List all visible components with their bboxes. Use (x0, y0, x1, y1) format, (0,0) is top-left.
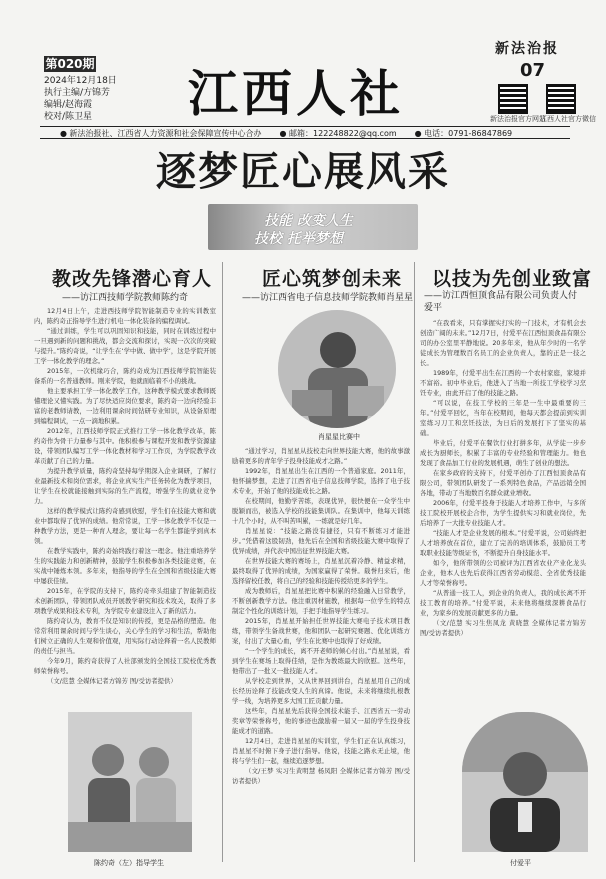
issue-number: 第020期 (45, 57, 95, 71)
col2-subtitle: ——访江西省电子信息技师学院教师肖星星 (242, 293, 414, 303)
email-text: ● 邮箱：122248822@qq.com (279, 129, 397, 138)
qr1-label: 新法治报官方网站 (490, 115, 546, 123)
col1-title: 教改先锋潜心育人 (52, 268, 213, 290)
col1-photo (68, 712, 192, 852)
main-headline: 逐梦匠心展风采 (156, 148, 450, 195)
col3-body: “在我看来，只有掌握实打实的一门技术，才有机会去创造广阔的未来。”12月7日，付爱平在江西恒顶食品有限公司的办公室里平静地说。20多年来，他从年少时的一名学徒成长为管理数百名员工的企业负责人，靠的正是一技之长。 1989年，付爱平出生在江西的一个农村家庭，家境并不富裕。初中毕业后，他进入了当地一所技工学校学习烹饪专业，由此开启了他的技能之路。 “可以说，在技工学校的三年是一生中最重要的三年。”付爱平回忆，当年在校期间，他每天都会提前到实训室练习刀工和烹饪技法，为日后的发展打下了坚实的基础。 毕业后，付爱平在餐饮行业打拼多年，从学徒一步步成长为厨师长，积累了丰富的专业经验和管理能力。他也发现了食品加工行业的发展机遇，萌生了创业的想法。 在家乡政府的支持下，付爱平创办了江西恒顶食品有限公司，带领团队研发了一系列特色食品，产品远销全国各地，带动了当地数百名群众就业增收。 2006年，付爱平投身于技能人才培养工作中，与多所技工院校开展校企合作，为学生提供实习和就业岗位，先后培养了一大批专业技能人才。 “技能人才是企业发展的根本。”付爱平说，公司始终把人才培养放在首位，建立了完善的培训体系，鼓励员工考取职业技能等级证书，不断提升自身技能水平。 如今，他所带领的公司被评为江西省农业产业化龙头企业，他本人也先后获得江西省劳动模范、全省优秀技能人才等荣誉称号。 “从普通一技工人，到企业的负责人，我的成长离不开技工教育的培养。”付爱平说，未来他将继续深耕食品行业，为家乡的发展贡献更多的力量。 （文/范慧 实习生焦凤龙 黄晓慧 全媒体记者方锦芳 图/受访者提供） (420, 319, 586, 637)
col1-caption: 陈约奇（左）指导学生 (94, 859, 164, 867)
banner-line-2: 技校 托举梦想 (254, 231, 343, 247)
qr-code-wechat[interactable] (546, 84, 576, 114)
phone-text: ● 电话：0791-86847869 (414, 129, 513, 138)
col3-title: 以技为先创业致富 (432, 268, 593, 290)
paper-name: 新法治报 (495, 41, 559, 57)
qr-code-website[interactable] (498, 84, 528, 114)
slogan-banner (208, 204, 418, 250)
col3-photo (462, 712, 588, 852)
competition-photo (278, 310, 396, 428)
page-number: 07 (520, 60, 546, 81)
col2-title: 匠心筑梦创未来 (262, 268, 403, 290)
col2-caption: 肖星星比赛中 (318, 433, 360, 441)
info-bar (40, 126, 570, 139)
layout-editor: 编辑/赵海霞 (44, 100, 93, 110)
col1-subtitle: ——访江西技师学院教师陈约奇 (62, 293, 189, 303)
portrait-photo (462, 712, 588, 852)
column-divider-2 (414, 262, 415, 862)
teacher-student-photo (68, 712, 192, 852)
col1-body: 12月4日上午，走进西技师学院智能制造专业的实训教室内，陈约奇正指导学生进行机电一体化装备的编程调试。 “通过训练，学生可以巩固知识和技能，同时在训练过程中一旦遇到新的问题和挑战，都会交流和探讨，实现一次次的突破与提升。”陈约奇说，“让学生在‘学中做、做中学’，这是学院开展工学一体化教学的理念。” 2015年，一次机缘巧合，陈约奇成为江西技师学院智能装备系的一名普通教师。刚来学院，他就面临着不小的挑战。 他主要承担工学一体化教学工作，这种教学模式要求教师既懂理论又懂实践。为了尽快适应岗位要求，陈约奇一边向经验丰富的老教师请教，一边利用课余时间钻研专业知识，从设备原理到编程调试，一点一滴地积累。 2012年，江西技师学院正式推行工学一体化教学改革，陈约奇作为骨干力量参与其中。他积极参与课程开发和教学资源建设，带领团队编写工学一体化教材和学习工作页，为学院教学改革贡献了自己的力量。 为提升教学质量，陈约奇坚持每学期深入企业调研，了解行业最新技术和岗位需求，将企业真实生产任务转化为教学项目，让学生在校就能接触到实际的生产流程，增强学生的就业竞争力。 这样的教学模式让陈约奇感到欣慰，学生们在技能大赛和就业中都取得了优异的成绩。他常常说，工学一体化教学不仅是一种教学方法，更是一种育人理念，要让每一名学生都能学到真本领。 在教学实践中，陈约奇始终践行着这一理念。他注重培养学生的实践能力和创新精神，鼓励学生积极参加各类技能竞赛，在实战中锤炼本领。多年来，他指导的学生在全国和省级技能大赛中屡获佳绩。 2015年，在学院的支持下，陈约奇牵头组建了智能制造技术创新团队，带领团队成员开展教学研究和技术攻关，取得了多项教学成果和技术专利，为学院专业建设注入了新的活力。 陈约奇认为，教育不仅是知识的传授，更是品格的塑造。他常常利用课余时间与学生谈心，关心学生的学习和生活，帮助他们树立正确的人生观和价值观，用实际行动诠释着一名人民教师的责任与担当。 今年9月，陈约奇获得了人社部颁发的全国技工院校优秀教师荣誉称号。 （文/范慧 全媒体记者方锦芳 图/受访者提供） (34, 307, 216, 685)
page-title: 江西人社 (188, 64, 404, 123)
banner-line-1: 技能 改变人生 (264, 213, 353, 229)
sponsor-text: ● 新法治报社、江西省人力资源和社会保障宣传中心合办 (60, 129, 262, 138)
col3-subtitle: ——访江西恒顶食品有限公司负责人付爱平 (424, 291, 578, 313)
qr2-label: 江西人社官方微信 (540, 115, 596, 123)
col3-caption: 付爱平 (510, 859, 531, 867)
issue-date: 2024年12月18日 (44, 76, 117, 86)
chief-editor: 执行主编/方锦芳 (44, 88, 111, 98)
column-divider (222, 262, 223, 862)
proofreader: 校对/陈卫星 (44, 112, 93, 122)
col2-body: “通过学习，肖星星从技校走向世界技能大赛，他的故事激励着更多的青年学子投身技能成才之路。” 1992年，肖星星出生在江西的一个普通家庭。2011年，他怀揣梦想，走进了江西省电子信息技师学院，选择了电子技术专业，开始了他的技能成长之路。 在校期间，他勤学苦练，表现优异，很快便在一众学生中脱颖而出，被选入学校的技能集训队。在集训中，他每天训练十几个小时，从不叫苦叫累，一练就是好几年。 肖星星说：“技能之路没有捷径，只有不断练习才能进步。”凭借着这股韧劲，他先后在全国和省级技能大赛中取得了优异成绩，并代表中国出征世界技能大赛。 在世界技能大赛的赛场上，肖星星沉着冷静、精益求精，最终取得了优异的成绩，为国家赢得了荣誉。载誉归来后，他选择留校任教，将自己的经验和技能传授给更多的学生。 成为教师后，肖星星把比赛中积累的经验融入日常教学，不断创新教学方法。他注重因材施教，根据每一位学生的特点制定个性化的训练计划，手把手地指导学生练习。 2015年，肖星星开始担任世界技能大赛电子技术项目教练，带领学生备战世赛，他和团队一起研究赛题、优化训练方案，付出了大量心血，学生在比赛中也取得了好成绩。 “一个学生的成长，离不开老师的倾心付出。”肖星星说，看到学生在赛场上取得佳绩，是作为教练最大的欣慰。这些年，他带出了一批又一批技能人才。 从学校走到世界，又从世界回到讲台，肖星星用自己的成长经历诠释了技能改变人生的真谛。他说，未来将继续扎根教学一线，为培养更多大国工匠贡献力量。 这些年，肖星星先后获得全国技术能手、江西省五一劳动奖章等荣誉称号，他的事迹也激励着一届又一届的学生投身技能成才的道路。 12月4日，走进肖星星的实训室，学生们正在认真练习，肖星星不时俯下身子进行指导。他说，技能之路永无止境，他将与学生们一起，继续追逐梦想。 （文/王梦 实习生黄明慧 杨凤阳 全媒体记者方锦芳 图/受访者提供） (232, 447, 410, 785)
col2-photo (278, 310, 396, 428)
